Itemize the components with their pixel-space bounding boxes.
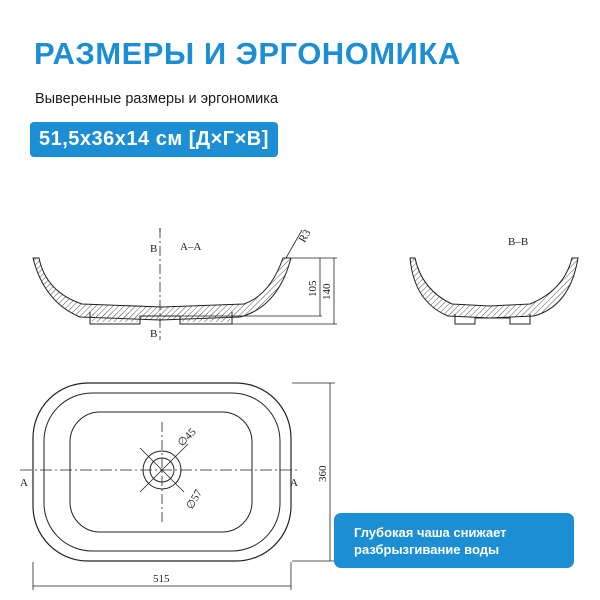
marker-b-top: B [150,243,158,255]
dim-105-label: 105 [307,280,319,297]
dimensions-badge: 51,5x36x14 см [Д×Г×В] [30,122,278,157]
section-bb-view [410,236,578,324]
section-aa-view [33,227,337,340]
drain-45-label: ∅45 [175,426,199,450]
section-aa-shell [33,258,291,320]
dim-140-label: 140 [321,283,333,300]
page-subtitle: Выверенные размеры и эргономика [35,91,279,107]
dim-515-label: 515 [153,573,170,585]
plan-view [20,383,335,590]
dim-360-label: 360 [317,465,329,482]
section-aa-label: A–A [180,241,202,253]
marker-a-right: A [290,477,298,489]
marker-b-bottom: B [150,328,158,340]
section-bb-shell [410,258,578,318]
feature-note-text: Глубокая чаша снижает разбрызгивание воды [354,524,507,557]
page-title: РАЗМЕРЫ И ЭРГОНОМИКА [34,36,461,71]
feature-note [334,513,574,568]
basin-bowl [70,412,252,532]
section-bb-label: B–B [508,236,529,248]
marker-a-left: A [20,477,28,489]
radius-label: R3 [296,227,314,245]
drain-57-label: ∅57 [184,487,205,512]
